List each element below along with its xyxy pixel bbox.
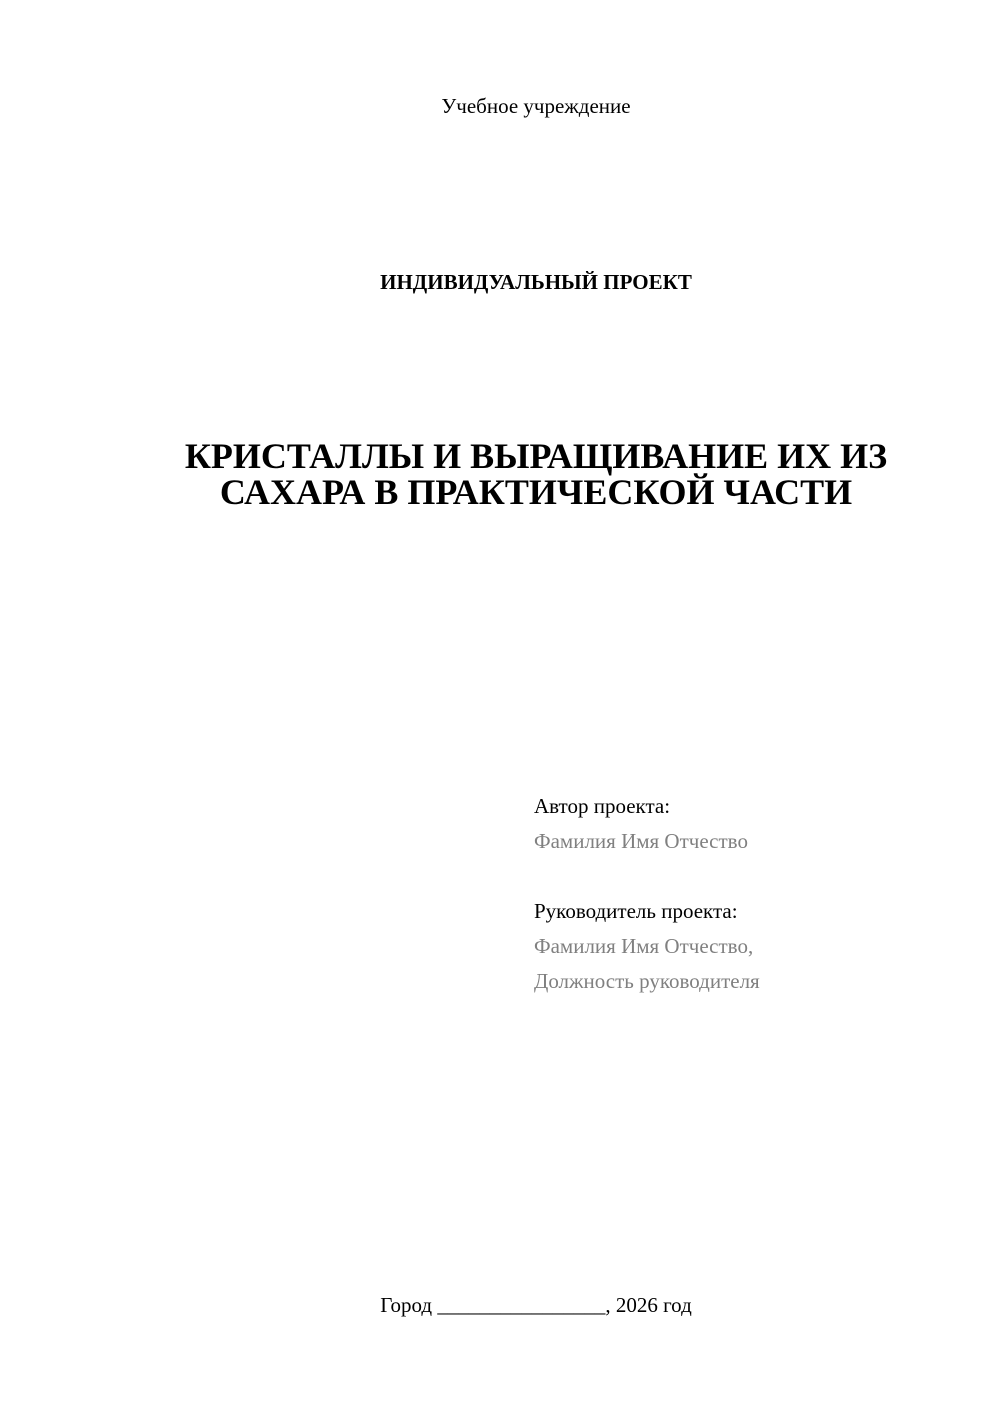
project-title-line: КРИСТАЛЛЫ И ВЫРАЩИВАНИЕ ИХ ИЗ	[184, 436, 888, 476]
author-label: Автор проекта:	[534, 794, 671, 818]
supervisor-position: Должность руководителя	[534, 969, 760, 993]
author-name: Фамилия Имя Отчество	[534, 829, 748, 853]
document-type: ИНДИВИДУАЛЬНЫЙ ПРОЕКТ	[380, 270, 692, 294]
signature-spacer	[534, 859, 974, 894]
signature-block	[534, 789, 974, 999]
supervisor-label: Руководитель проекта:	[534, 899, 738, 923]
city-year-line: Город ________________, 2026 год	[380, 1293, 692, 1317]
project-title-line: САХАРА В ПРАКТИЧЕСКОЙ ЧАСТИ	[219, 472, 853, 512]
project-title	[130, 438, 942, 510]
institution-name: Учебное учреждение	[441, 94, 631, 118]
supervisor-name: Фамилия Имя Отчество,	[534, 934, 754, 958]
